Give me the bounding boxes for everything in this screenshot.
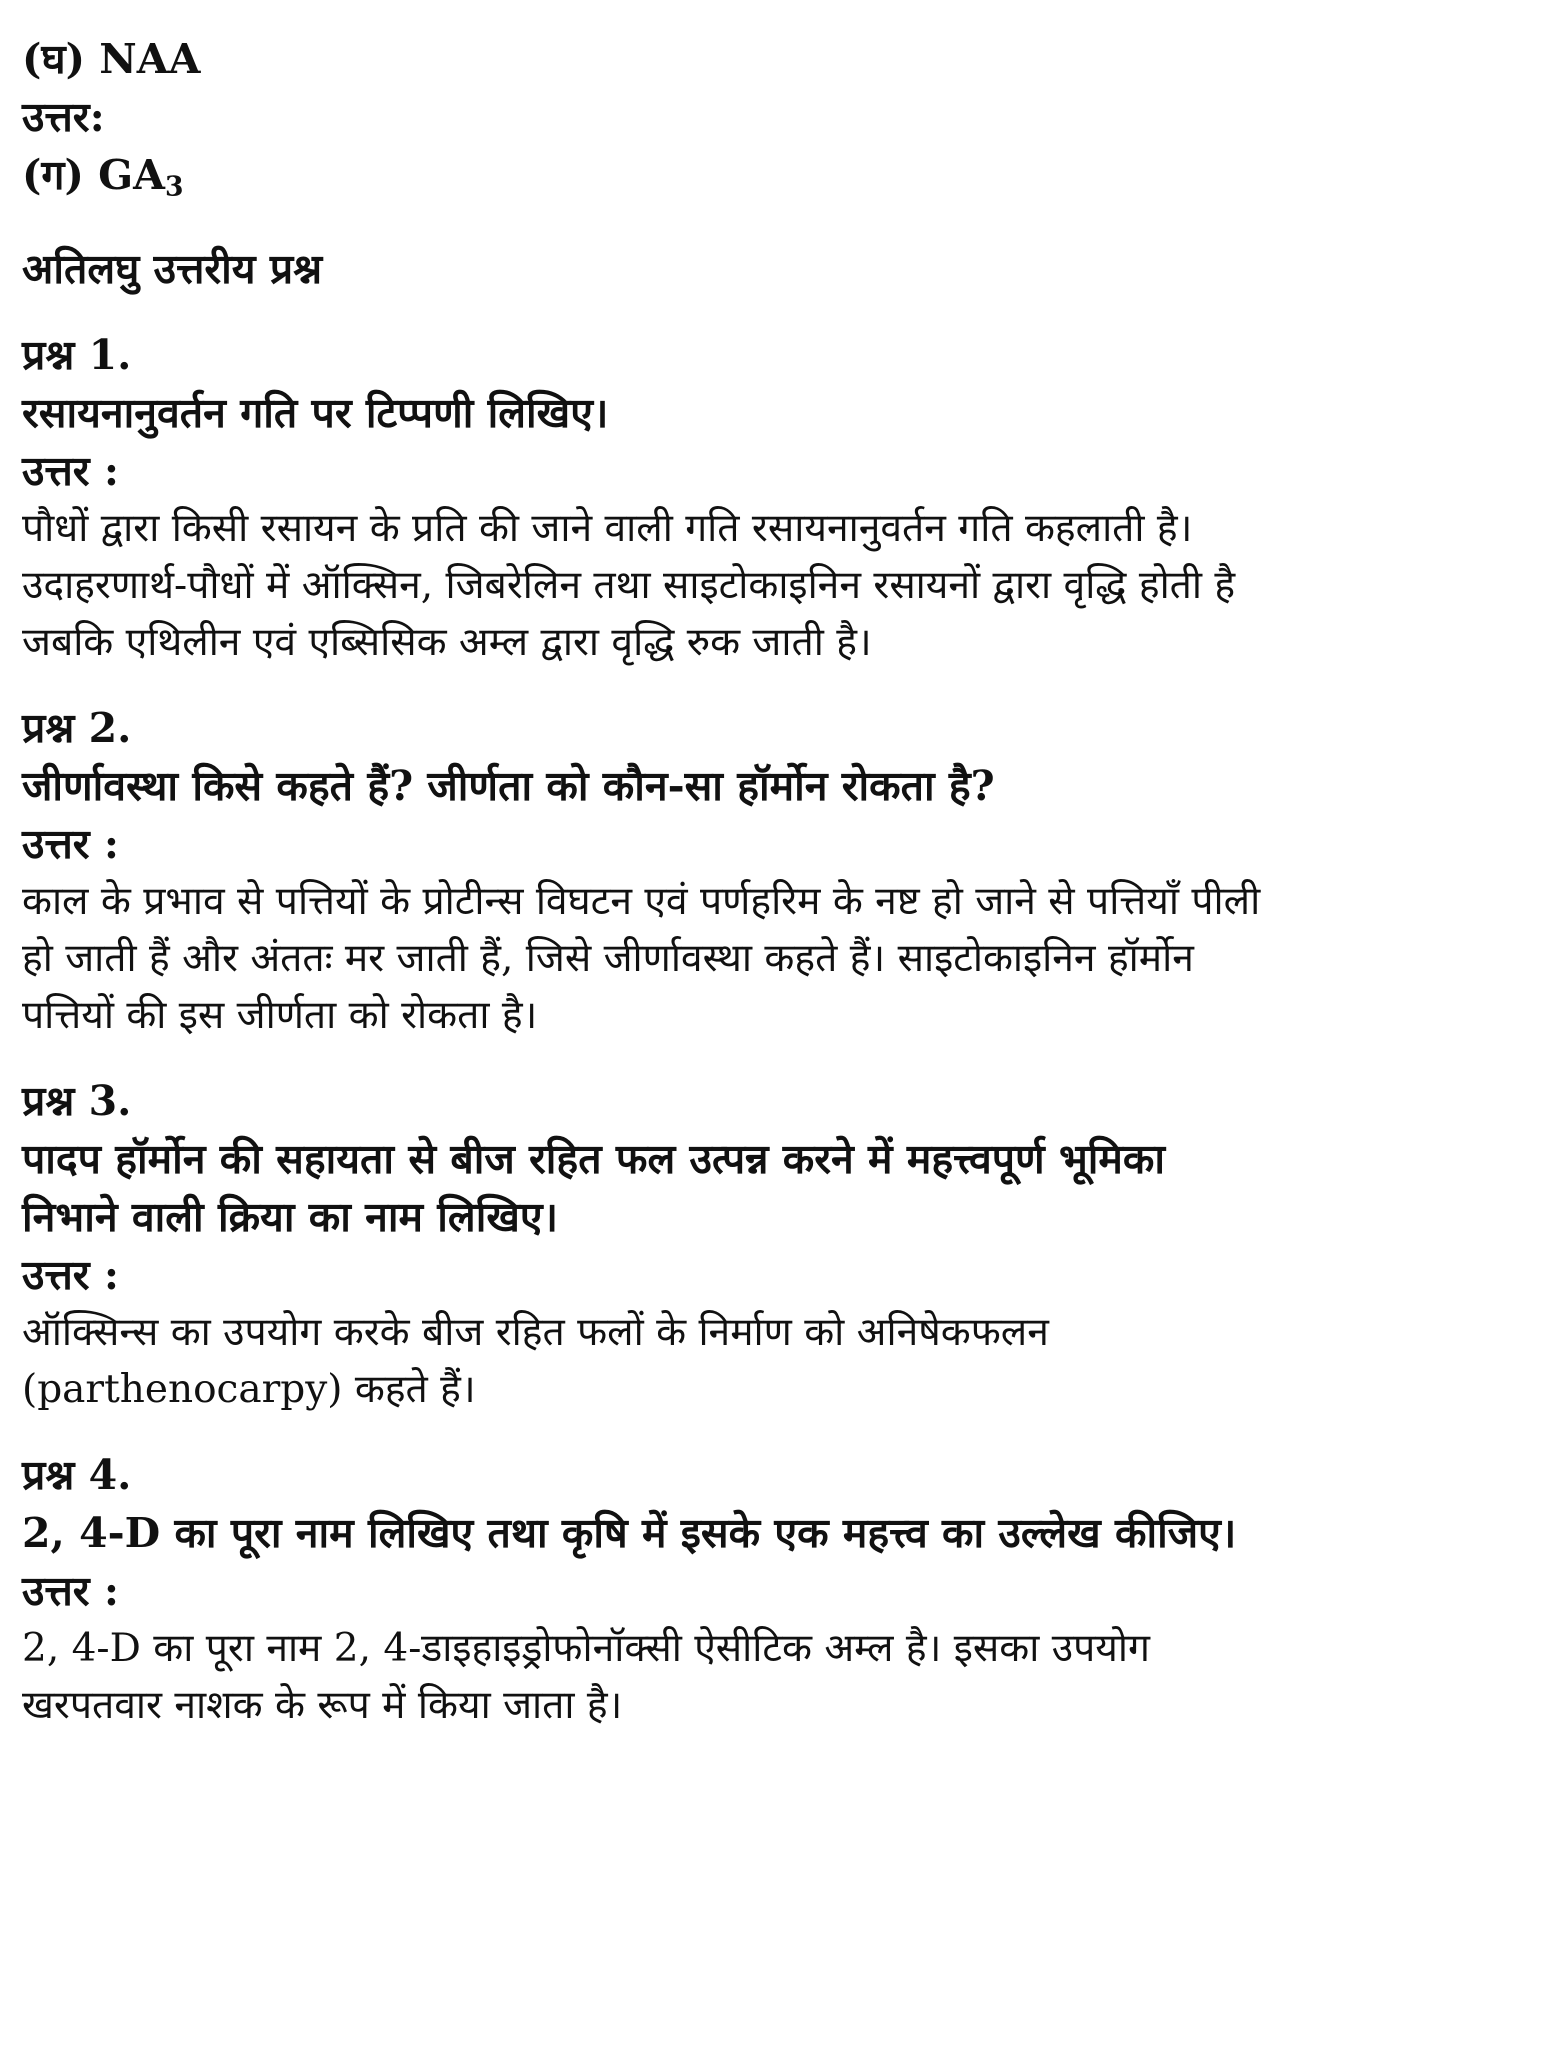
option-d: (घ) NAA bbox=[22, 35, 201, 83]
question-number: प्रश्न 3. bbox=[22, 1077, 132, 1125]
answer-label: उत्तर : bbox=[22, 447, 119, 495]
answer-option-subscript: 3 bbox=[164, 171, 184, 203]
answer-option bbox=[22, 146, 1543, 204]
question-block-1 bbox=[22, 326, 1543, 671]
answer-label: उत्तर: bbox=[22, 93, 105, 141]
answer-line: पौधों द्वारा किसी रसायन के प्रति की जाने वाली गति रसायनानुवर्तन गति कहलाती है। bbox=[22, 506, 1193, 551]
question-block-3 bbox=[22, 1072, 1543, 1418]
answer-line: (parthenocarpy) कहते हैं। bbox=[22, 1367, 476, 1412]
question-block-4 bbox=[22, 1446, 1543, 1734]
answer-label: उत्तर : bbox=[22, 1567, 119, 1615]
answer-line: हो जाती हैं और अंततः मर जाती हैं, जिसे जीर्णावस्था कहते हैं। साइटोकाइनिन हॉर्मोन bbox=[22, 936, 1194, 981]
question-number: प्रश्न 4. bbox=[22, 1451, 132, 1499]
answer-line: पत्तियों की इस जीर्णता को रोकता है। bbox=[22, 993, 538, 1038]
question-number: प्रश्न 2. bbox=[22, 704, 132, 752]
section-title: अतिलघु उत्तरीय प्रश्न bbox=[22, 245, 323, 293]
answer-label: उत्तर : bbox=[22, 1251, 119, 1299]
answer-line: उदाहरणार्थ-पौधों में ऑक्सिन, जिबरेलिन तथा साइटोकाइनिन रसायनों द्वारा वृद्धि होती है bbox=[22, 563, 1236, 608]
answer-option-text: (ग) GA bbox=[22, 151, 165, 199]
question-text: निभाने वाली क्रिया का नाम लिखिए। bbox=[22, 1193, 559, 1241]
question-text: रसायनानुवर्तन गति पर टिप्पणी लिखिए। bbox=[22, 389, 609, 437]
question-number: प्रश्न 1. bbox=[22, 331, 132, 379]
question-text: 2, 4-D का पूरा नाम लिखिए तथा कृषि में इसके एक महत्त्व का उल्लेख कीजिए। bbox=[22, 1509, 1237, 1557]
answer-line: ऑक्सिन्स का उपयोग करके बीज रहित फलों के निर्माण को अनिषेकफलन bbox=[22, 1310, 1049, 1355]
answer-line: जबकि एथिलीन एवं एब्सिसिक अम्ल द्वारा वृद्धि रुक जाती है। bbox=[22, 620, 872, 665]
options-tail bbox=[22, 30, 1543, 204]
question-text: जीर्णावस्था किसे कहते हैं? जीर्णता को कौन-सा हॉर्मोन रोकता है? bbox=[22, 762, 995, 810]
question-text: पादप हॉर्मोन की सहायता से बीज रहित फल उत्पन्न करने में महत्त्वपूर्ण भूमिका bbox=[22, 1135, 1166, 1183]
answer-line: 2, 4-D का पूरा नाम 2, 4-डाइहाइड्रोफोनॉक्सी ऐसीटिक अम्ल है। इसका उपयोग bbox=[22, 1626, 1150, 1671]
answer-line: काल के प्रभाव से पत्तियों के प्रोटीन्स विघटन एवं पर्णहरिम के नष्ट हो जाने से पत्तियाँ पीली bbox=[22, 879, 1261, 924]
question-block-2 bbox=[22, 699, 1543, 1044]
answer-label: उत्तर : bbox=[22, 820, 119, 868]
answer-line: खरपतवार नाशक के रूप में किया जाता है। bbox=[22, 1683, 623, 1728]
